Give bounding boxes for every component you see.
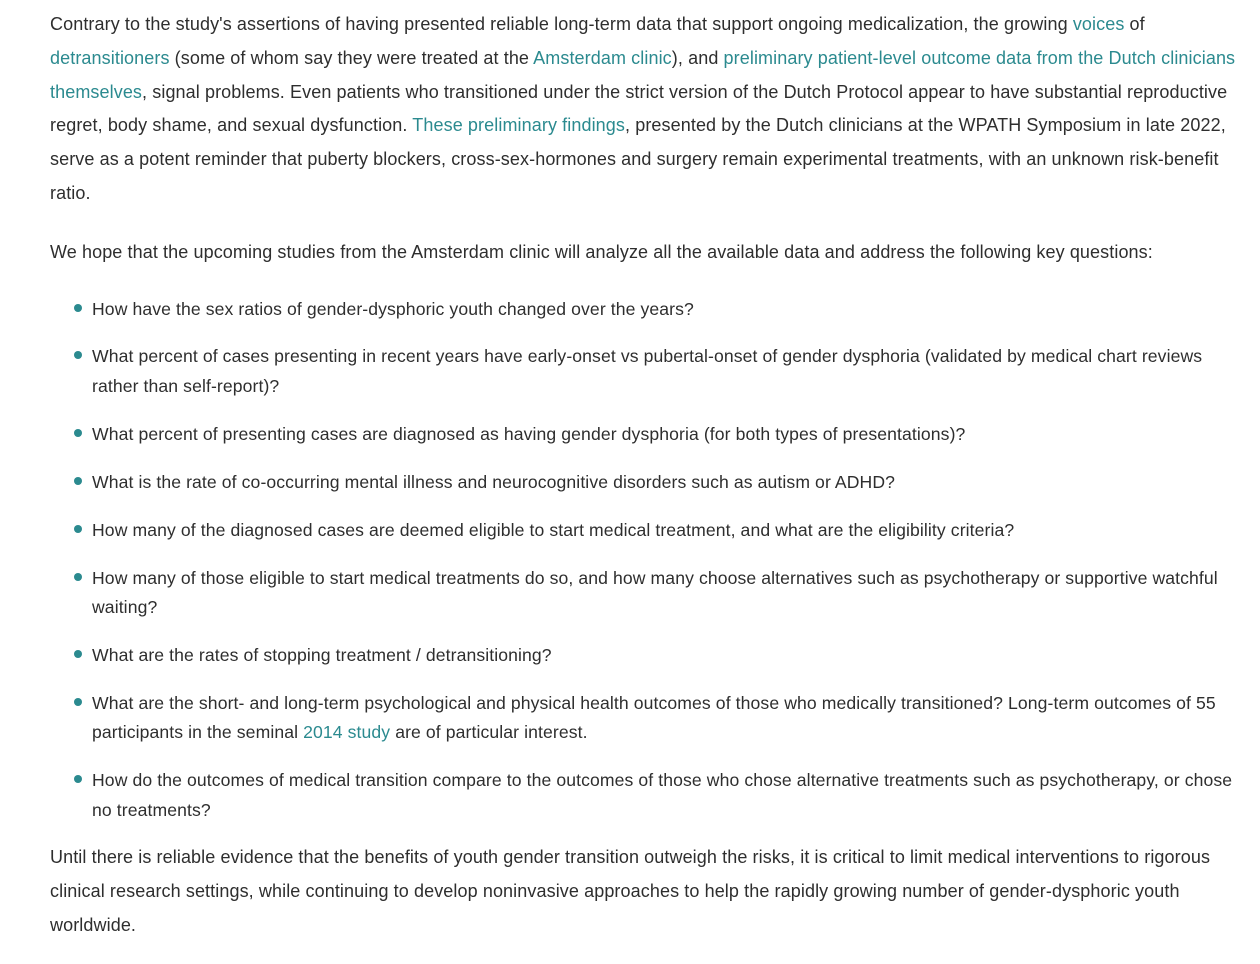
list-item-text: What is the rate of co-occurring mental illness and neurocognitive disorders such as autism or ADHD? <box>92 471 896 492</box>
list-item-text: How do the outcomes of medical transition compare to the outcomes of those who chose alternative treatments such as psychotherapy, or chose no treatments? <box>92 770 1233 820</box>
paragraph-text: of <box>1124 14 1145 34</box>
paragraph-text: ), and <box>671 47 724 68</box>
list-item-text: What percent of presenting cases are diagnosed as having gender dysphoria (for both types of presentations)? <box>92 423 966 444</box>
list-item <box>92 564 1236 623</box>
paragraph-text: (some of whom say they were treated at the <box>169 47 534 68</box>
paragraph-text: , presented by the Dutch clinicians at the WPATH Symposium in late 2022, serve as a potent reminder that puberty blockers, cross-sex-hormones and surgery remain experimental treatments, with an unknown risk-benefit ratio. <box>50 115 1226 203</box>
list-item <box>92 516 1236 546</box>
bullet-icon <box>74 304 82 312</box>
list-item <box>92 641 1236 671</box>
bullet-icon <box>74 650 82 658</box>
list-item-text: What are the short- and long-term psychological and physical health outcomes of those who medically transitioned? Long-term outcomes of 55 participants in the seminal <box>92 692 1216 743</box>
list-item <box>92 342 1236 401</box>
bullet-icon <box>74 477 82 485</box>
bullet-icon <box>74 525 82 533</box>
list-item-text: are of particular interest. <box>390 722 588 743</box>
list-item <box>92 468 1236 498</box>
bullet-icon <box>74 429 82 437</box>
bullet-icon <box>74 351 82 359</box>
paragraph-detransition-evidence <box>50 8 1236 211</box>
link-2014-study[interactable]: 2014 study <box>303 722 391 743</box>
list-item-text: How many of those eligible to start medical treatments do so, and how many choose alternatives such as psychotherapy or supportive watchful waiting? <box>92 567 1218 618</box>
link-detransitioners[interactable]: detransitioners <box>50 47 170 68</box>
paragraph-text: Contrary to the study's assertions of having presented reliable long-term data that support ongoing medicalization, the growing <box>50 14 1073 34</box>
bullet-icon <box>74 698 82 706</box>
paragraph-conclusion: Until there is reliable evidence that the benefits of youth gender transition outweigh the risks, it is critical to limit medical interventions to rigorous clinical research settings, while continuing to develop noninvasive approaches to help the rapidly growing number of gender-dysphoric youth worldwide. <box>50 847 1211 935</box>
link-preliminary-findings[interactable]: These preliminary findings <box>412 115 625 136</box>
bullet-icon <box>74 775 82 783</box>
link-amsterdam-clinic[interactable]: Amsterdam clinic <box>533 47 672 68</box>
list-item-text: How have the sex ratios of gender-dysphoric youth changed over the years? <box>92 298 694 319</box>
key-questions-list <box>50 295 1236 826</box>
list-item-text: How many of the diagnosed cases are deemed eligible to start medical treatment, and what are the eligibility criteria? <box>92 519 1015 540</box>
list-item-text: What are the rates of stopping treatment / detransitioning? <box>92 644 552 665</box>
list-item <box>92 295 1236 325</box>
bullet-icon <box>74 573 82 581</box>
list-item <box>92 420 1236 450</box>
paragraph-key-questions-intro: We hope that the upcoming studies from the Amsterdam clinic will analyze all the available data and address the following key questions: <box>50 241 1153 262</box>
paragraph-text: , signal problems. Even patients who transitioned under the strict version of the Dutch Protocol appear to have substantial reproductive regret, body shame, and sexual dysfunction. <box>50 81 1228 136</box>
link-voices[interactable]: voices <box>1072 14 1125 34</box>
list-item <box>92 689 1236 748</box>
list-item-text: What percent of cases presenting in recent years have early-onset vs pubertal-onset of gender dysphoria (validated by medical chart reviews rather than self-report)? <box>92 346 1203 396</box>
link-preliminary-outcome-data[interactable]: preliminary patient-level outcome data from the Dutch clinicians themselves <box>50 47 1236 102</box>
list-item <box>92 766 1236 825</box>
